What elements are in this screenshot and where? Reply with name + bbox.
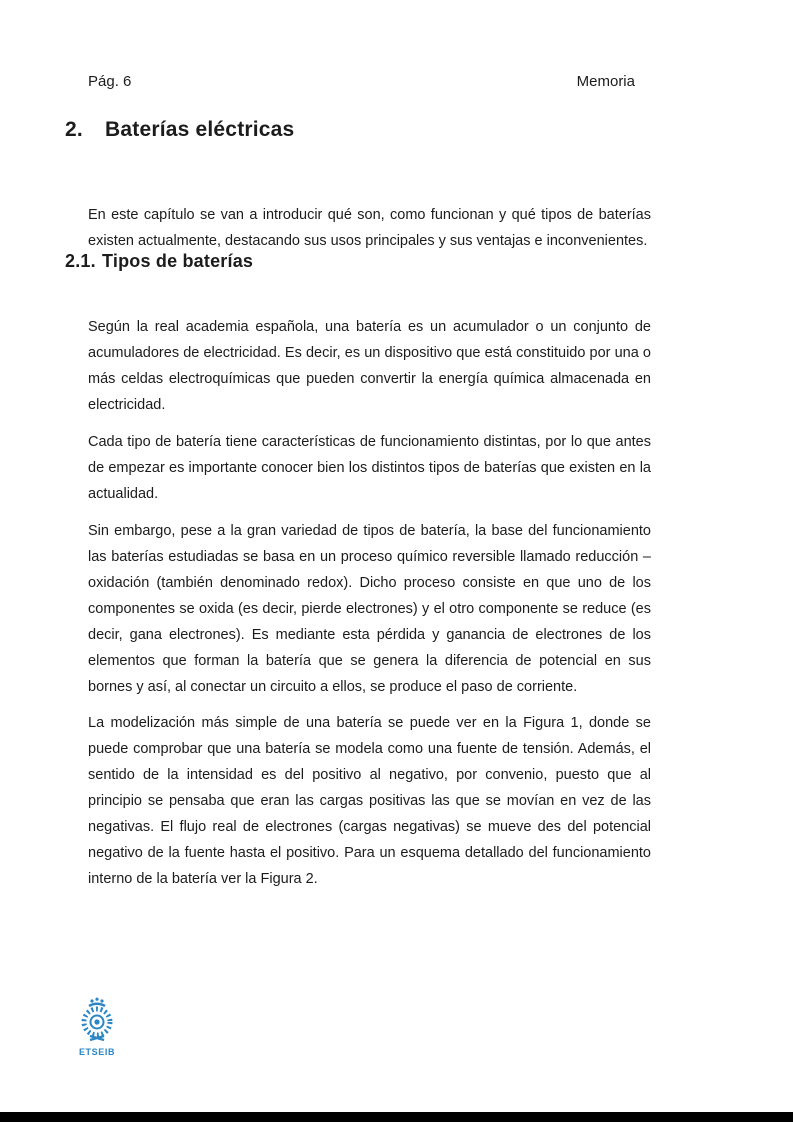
chapter-title: Baterías eléctricas: [105, 118, 295, 141]
etseib-logo: [72, 997, 122, 1057]
body-paragraph: Sin embargo, pese a la gran variedad de tipos de batería, la base del funcionamiento las baterías estudiadas se basa en un proceso químico reversible llamado reducción – oxidación (también denominado redox). Dicho proceso consiste en que uno de los componentes se oxida (es decir, pierde electrones) y el otro componente se reduce (es decir, gana electrones). Es mediante esta pérdida y ganancia de electrones de los elementos que forman la batería que se genera la diferencia de potencial en sus bornes y así, al conectar un circuito a ellos, se produce el paso de corriente.: [88, 522, 651, 695]
body-paragraph: Según la real academia española, una batería es un acumulador o un conjunto de acumuladores de electricidad. Es decir, es un dispositivo que está constituido por una o más celdas electroquímicas que pueden convertir la energía química almacenada en electricidad.: [88, 318, 651, 413]
etseib-logo-label: ETSEIB: [78, 1047, 116, 1057]
chapter-heading: [65, 118, 294, 142]
subsection-title: Tipos de baterías: [102, 251, 254, 271]
page-number-label: Pág. 6: [88, 73, 132, 90]
subsection-number: 2.1.: [65, 251, 96, 271]
page-header: [88, 72, 635, 91]
intro-paragraph: En este capítulo se van a introducir qué son, como funcionan y qué tipos de baterías existen actualmente, destacando sus usos principales y sus ventajas e inconvenientes.: [88, 206, 651, 249]
chapter-number: 2.: [65, 118, 83, 141]
document-title-label: Memoria: [576, 73, 635, 90]
footer-bar: [0, 1112, 793, 1122]
body-paragraph: La modelización más simple de una batería se puede ver en la Figura 1, donde se puede comprobar que una batería se modela como una fuente de tensión. Además, el sentido de la intensidad es del positivo al negativo, por convenio, puesto que al principio se pensaba que eran las cargas positivas las que se movían en vez de las negativas. El flujo real de electrones (cargas negativas) se mueve des del potencial negativo de la fuente hasta el positivo. Para un esquema detallado del funcionamiento interno de la batería ver la Figura 2.: [88, 714, 651, 887]
subsection-heading: [65, 251, 253, 272]
etseib-crest-icon: [74, 1028, 120, 1045]
body-paragraph: Cada tipo de batería tiene características de funcionamiento distintas, por lo que antes de empezar es importante conocer bien los distintos tipos de baterías que existen en la actualidad.: [88, 433, 651, 502]
